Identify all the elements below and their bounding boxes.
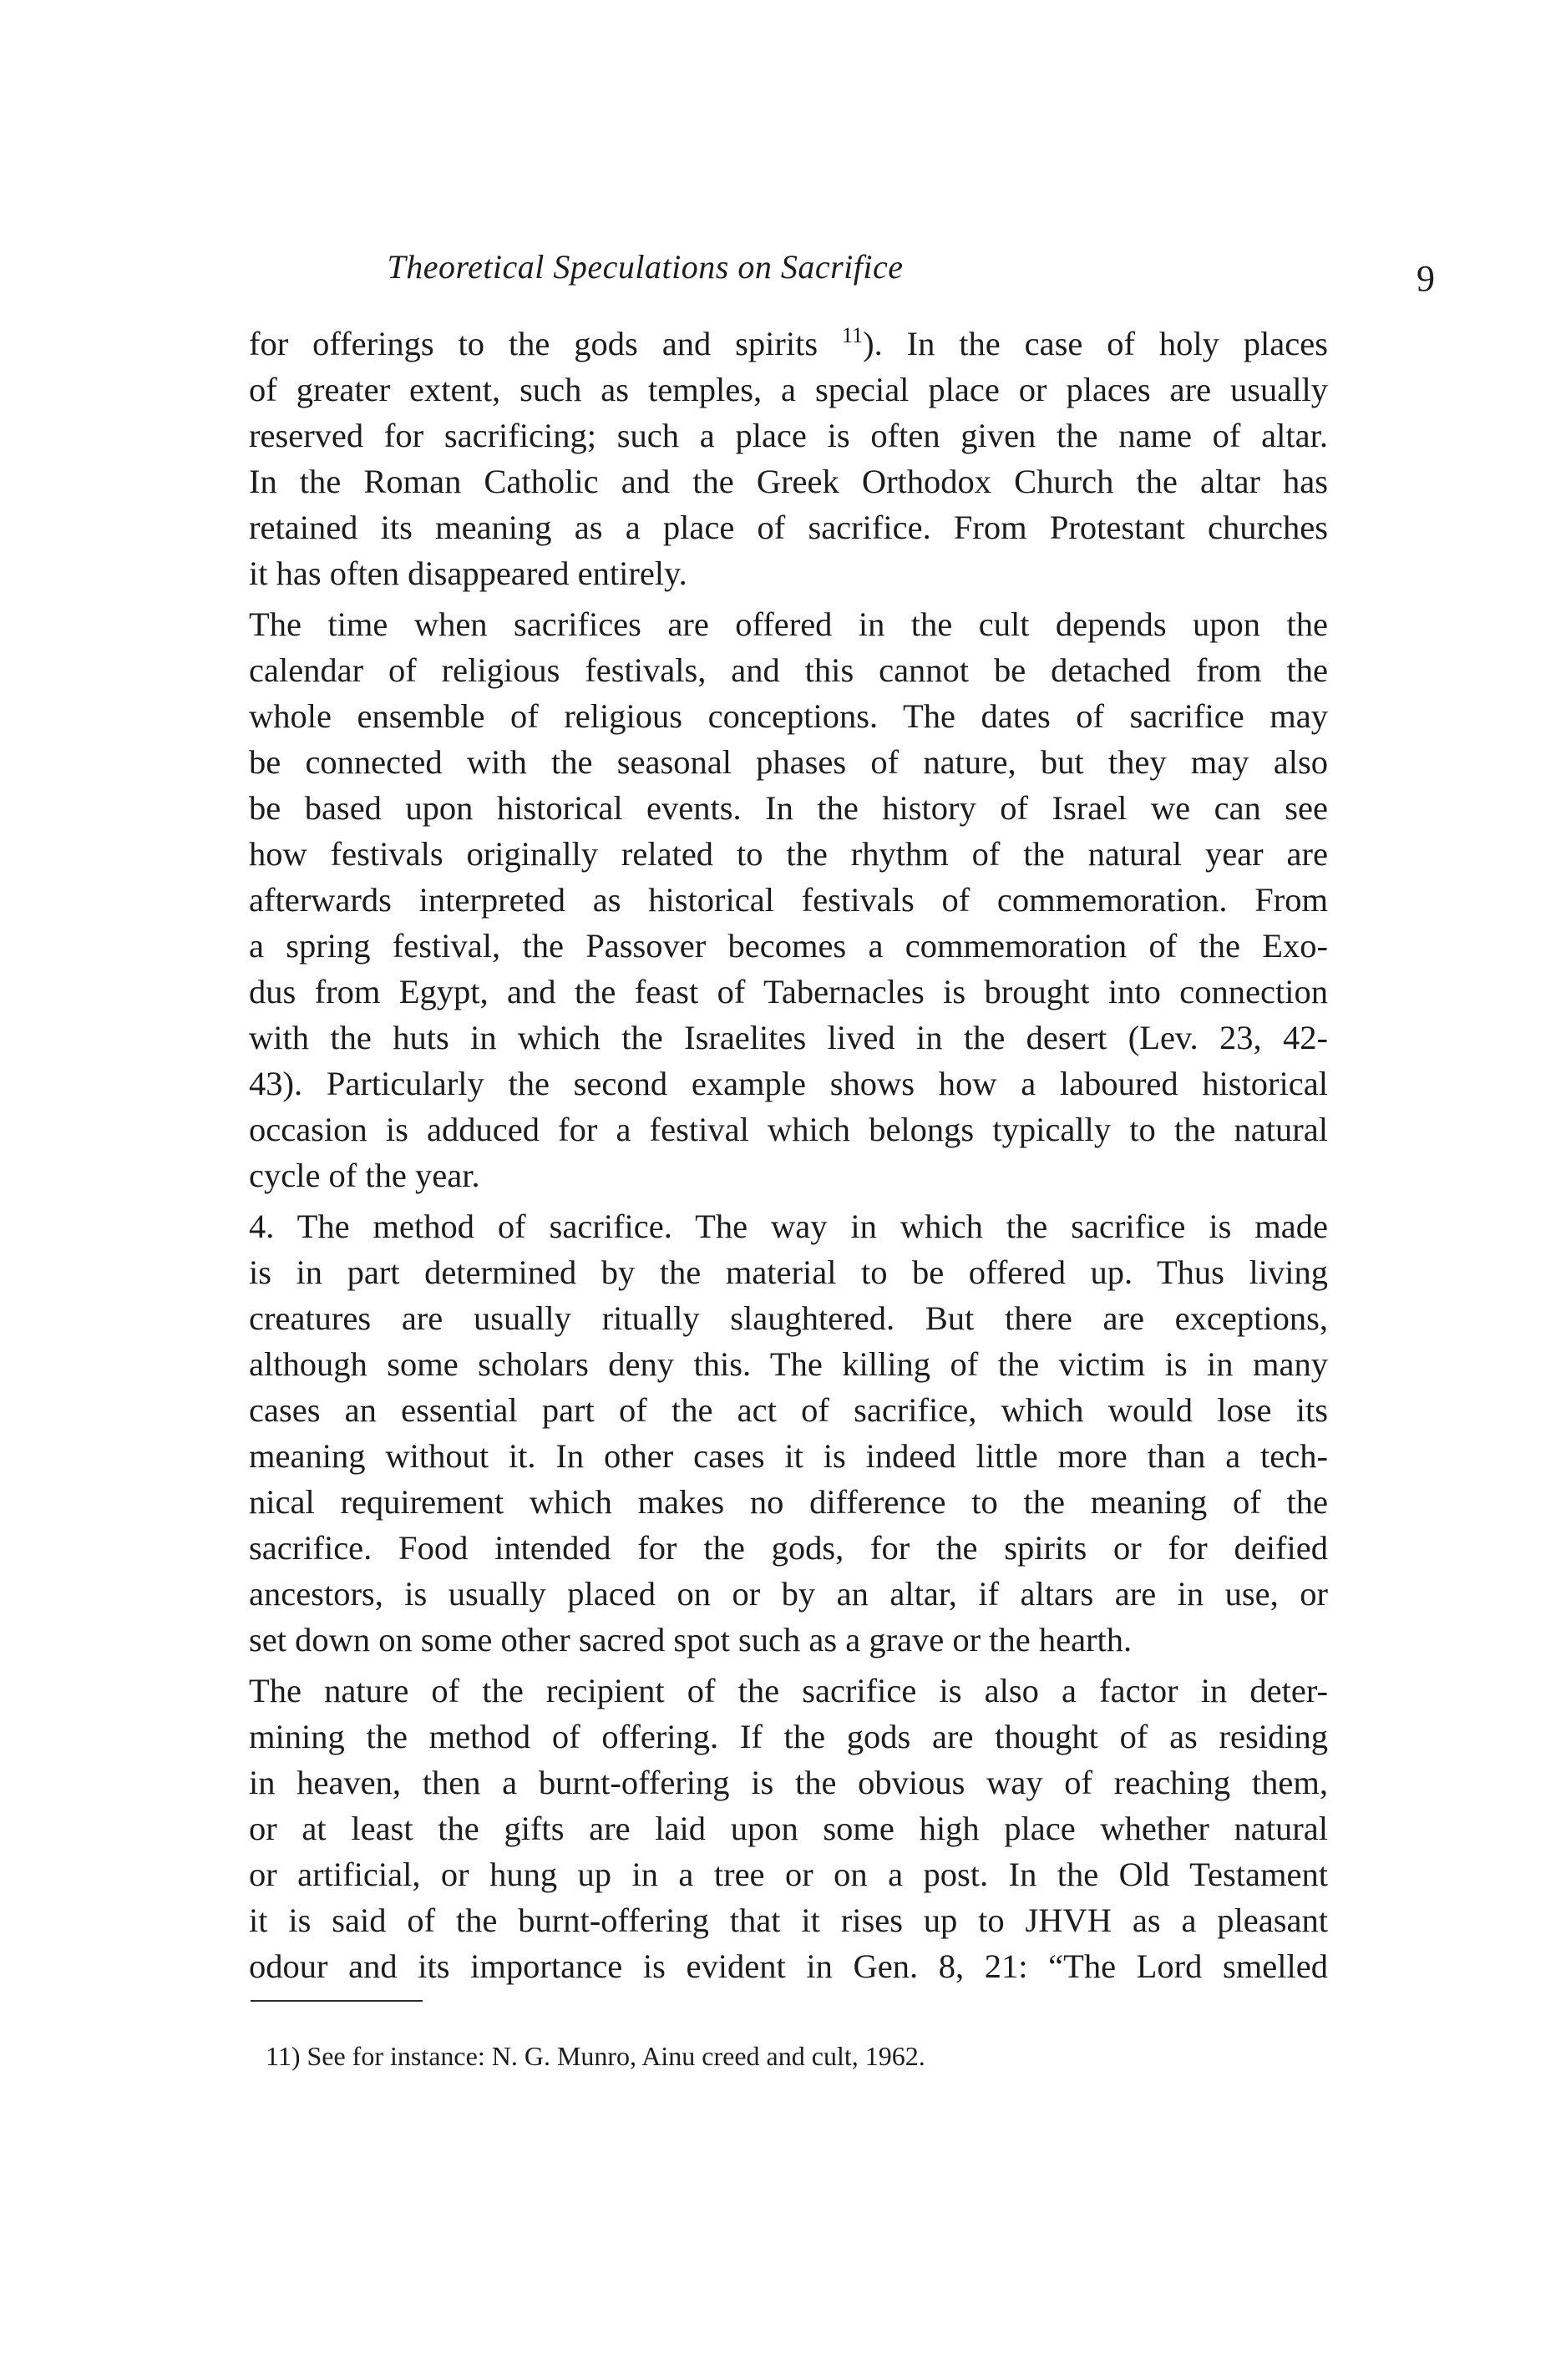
text-line: afterwards interpreted as historical festivals of commemoration. From: [249, 881, 1328, 919]
footnote-divider: [251, 2000, 423, 2002]
text-line: sacrifice. Food intended for the gods, for the spirits or for deified: [249, 1529, 1328, 1567]
text-line: 43). Particularly the second example shows how a laboured historical: [249, 1065, 1328, 1102]
paragraph-3: [249, 1203, 1328, 1663]
text-line: meaning without it. In other cases it is indeed little more than a tech-: [249, 1437, 1328, 1475]
text-line: be based upon historical events. In the history of Israel we can see: [249, 789, 1328, 827]
text-line: it has often disappeared entirely.: [249, 554, 687, 592]
text-line: a spring festival, the Passover becomes a commemoration of the Exo-: [249, 927, 1328, 965]
paragraph-2: [249, 601, 1328, 1198]
text-line: set down on some other sacred spot such as a grave or the hearth.: [249, 1621, 1133, 1658]
text-line: ancestors, is usually placed on or by an altar, if altars are in use, or: [249, 1575, 1328, 1613]
text-line: it is said of the burnt-offering that it rises up to JHVH as a pleasant: [249, 1901, 1328, 1939]
footnote-marker: 11): [266, 2041, 301, 2071]
text-line: cycle of the year.: [249, 1157, 480, 1194]
footnote-text: See for instance: N. G. Munro, Ainu creed and cult, 1962.: [307, 2041, 925, 2071]
running-title: Theoretical Speculations on Sacrifice: [387, 248, 904, 286]
text-line: 4. The method of sacrifice. The way in which the sacrifice is made: [249, 1208, 1328, 1245]
text-line: creatures are usually ritually slaughtered. But there are exceptions,: [249, 1299, 1328, 1337]
text-line: In the Roman Catholic and the Greek Orthodox Church the altar has: [249, 463, 1328, 500]
text-line: dus from Egypt, and the feast of Tabernacles is brought into connection: [249, 973, 1328, 1010]
text-line: or artificial, or hung up in a tree or on a post. In the Old Testament: [249, 1856, 1328, 1893]
text-line: is in part determined by the material to be offered up. Thus living: [249, 1253, 1328, 1291]
paragraph-1: [249, 321, 1328, 596]
text-line: calendar of religious festivals, and this cannot be detached from the: [249, 651, 1328, 689]
text-line: whole ensemble of religious conceptions. The dates of sacrifice may: [249, 697, 1328, 735]
text-line: retained its meaning as a place of sacrifice. From Protestant churches: [249, 509, 1328, 546]
text-line: of greater extent, such as temples, a special place or places are usually: [249, 371, 1328, 408]
text-line: The time when sacrifices are offered in the cult depends upon the: [249, 605, 1328, 643]
text-line: occasion is adduced for a festival which belongs typically to the natural: [249, 1111, 1328, 1148]
text-line: in heaven, then a burnt-offering is the obvious way of reaching them,: [249, 1764, 1328, 1801]
footnote: [266, 2039, 925, 2073]
text-line: with the huts in which the Israelites lived in the desert (Lev. 23, 42-: [249, 1019, 1328, 1056]
text-line: or at least the gifts are laid upon some high place whether natural: [249, 1810, 1328, 1847]
footnote-reference: 11: [842, 323, 864, 347]
text-line: how festivals originally related to the rhythm of the natural year are: [249, 835, 1328, 873]
text-line: mining the method of offering. If the gods are thought of as residing: [249, 1718, 1328, 1755]
text-line: nical requirement which makes no difference to the meaning of the: [249, 1483, 1328, 1521]
text-line: The nature of the recipient of the sacrifice is also a factor in deter-: [249, 1672, 1328, 1709]
text-line: be connected with the seasonal phases of nature, but they may also: [249, 743, 1328, 781]
page-number: 9: [1416, 258, 1435, 299]
text-line: reserved for sacrificing; such a place is often given the name of altar.: [249, 417, 1328, 454]
running-head: [0, 247, 1566, 297]
paragraph-4: [249, 1668, 1328, 1989]
body-text: [249, 321, 1328, 1989]
text-line: although some scholars deny this. The killing of the victim is in many: [249, 1345, 1328, 1383]
text-line: odour and its importance is evident in Gen. 8, 21: “The Lord smelled: [249, 1947, 1328, 1985]
text-line: cases an essential part of the act of sacrifice, which would lose its: [249, 1391, 1328, 1429]
text-line: for offerings to the gods and spirits $^{11}$). In the case of holy places: [249, 323, 1328, 362]
